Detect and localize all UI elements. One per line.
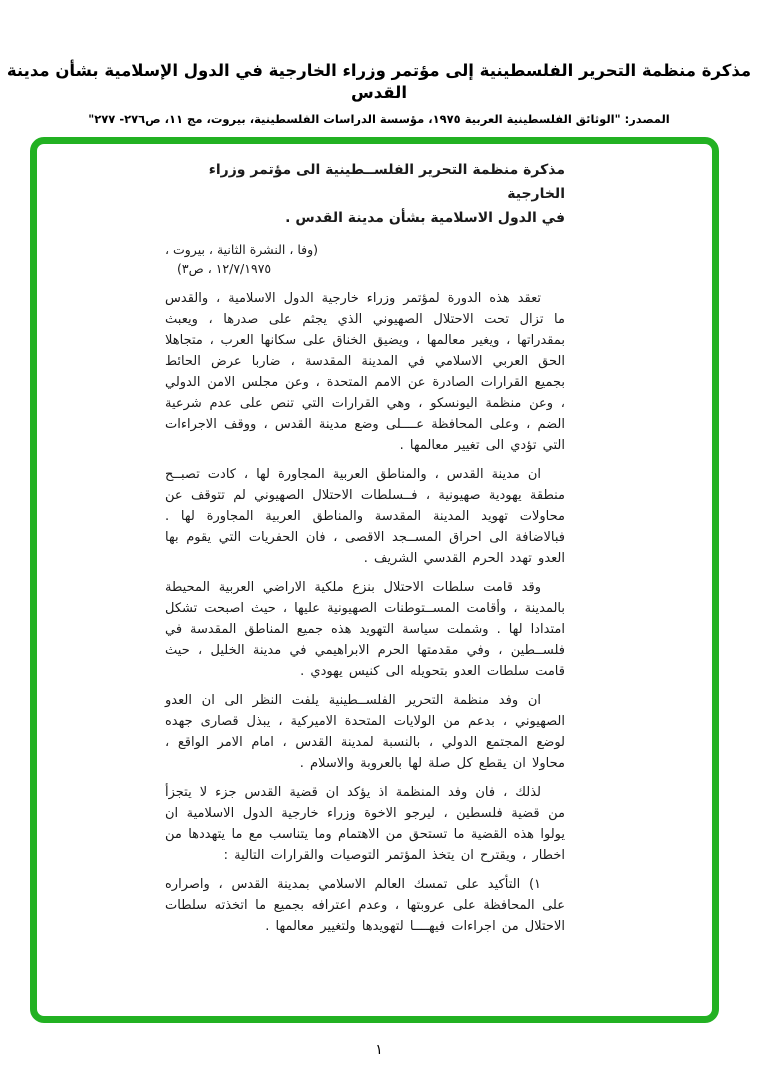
document-heading [165, 158, 565, 230]
resolution-item-1: ١) التأكيد على تمسك العالم الاسلامي بمدينة القدس ، واصراره على المحافظة على عروبتها ، وعدم اعترافه بجميع ما اتخذته سلطات الاحتلال من اجراءات فيهــــا لتهويدها ولتغيير معالمها . [165, 877, 565, 934]
paragraph-4: ان وفد منظمة التحرير الفلســطينية يلفت النظر الى ان العدو الصهيوني ، بدعم من الولايات المتحدة الاميركية ، يبذل قصارى جهده لوضع المجتمع الدولي ، بالنسبة لمدينة القدس ، امام الامر الواقع ، محاولا ان يقطع كل صلة لها بالعروبة والاسلام . [165, 693, 565, 771]
page-number: ١ [375, 1042, 383, 1058]
citation-line1: (وفا ، النشرة الثانية ، بيروت ، [165, 242, 319, 257]
document-heading-line2: في الدول الاسلامية بشأن مدينة القدس . [285, 210, 565, 226]
paragraph-3: وقد قامت سلطات الاحتلال بنزع ملكية الاراضي العربية المحيطة بالمدينة ، وأقامت المســتوطنات الصهيونية عليها ، حيث اصبحت تشكل امتدادا لها . وشملت سياسة التهويد هذه جميع المناطق المقدسة في فلســطين ، وفي مقدمتها الحرم الابراهيمي في مدينة الخليل ، حيث قامت سلطات العدو بتحويله الى كنيس يهودي . [165, 580, 565, 679]
paragraph-5: لذلك ، فان وفد المنظمة اذ يؤكد ان قضية القدس جزء لا يتجزأ من قضية فلسطين ، ليرجو الاخوة وزراء خارجية الدول الاسلامية ان يولوا هذه القضية ما تستحق من الاهتمام وما يتناسب مع ما يتهددها من اخطار ، ويقترح ان يتخذ المؤتمر التوصيات والقرارات التالية : [165, 785, 565, 863]
paragraph-1: تعقد هذه الدورة لمؤتمر وزراء خارجية الدول الاسلامية ، والقدس ما تزال تحت الاحتلال الصهيوني الذي يجثم على صدرها ، ويعبث بمقدراتها ، ويغير معالمها ، ويضيق الخناق على سكانها العرب ، متجاهلا الحق العربي الاسلامي في المدينة المقدسة ، ضاربا عرض الحائط بجميع القرارات الصادرة عن الامم المتحدة ، وعن مجلس الامن الدولي ، وعن منظمة اليونسكو ، وهي القرارات التي تنص على عدم شرعية الضم ، وعلى المحافظة عــــلى وضع مدينة القدس ، ووقف الاجراءات التي تؤدي الى تغيير معالمها . [165, 291, 565, 453]
source-line: المصدر: "الوثائق الفلسطينية العربية ١٩٧٥، مؤسسة الدراسات الفلسطينية، بيروت، مج ١١، ص٢٧٦- ٢٧٧" [88, 112, 670, 126]
document-body [165, 158, 565, 937]
document-frame [30, 137, 719, 1023]
document-paragraphs [165, 288, 565, 937]
document-citation [165, 240, 565, 278]
paragraph-2: ان مدينة القدس ، والمناطق العربية المجاورة لها ، كادت تصبــح منطقة يهودية صهيونية ، فــسلطات الاحتلال الصهيوني لم تتوقف عن محاولات تهويد المدينة المقدسة والمناطق العربية المجاورة لها . فبالاضافة الى احراق المســجد الاقصى ، فان الحفريات التي يقوم بها العدو تهدد الحرم القدسي الشريف . [165, 467, 565, 566]
page-title: مذكرة منظمة التحرير الفلسطينية إلى مؤتمر وزراء الخارجية في الدول الإسلامية بشأن مدينة القدس [6, 61, 752, 102]
page-header [0, 60, 758, 127]
citation-line2: ١٢/٧/١٩٧٥ ، ص٣) [177, 261, 272, 276]
document-heading-line1: مذكرة منظمة التحرير الفلســطينية الى مؤتمر وزراء الخارجية [208, 162, 565, 202]
